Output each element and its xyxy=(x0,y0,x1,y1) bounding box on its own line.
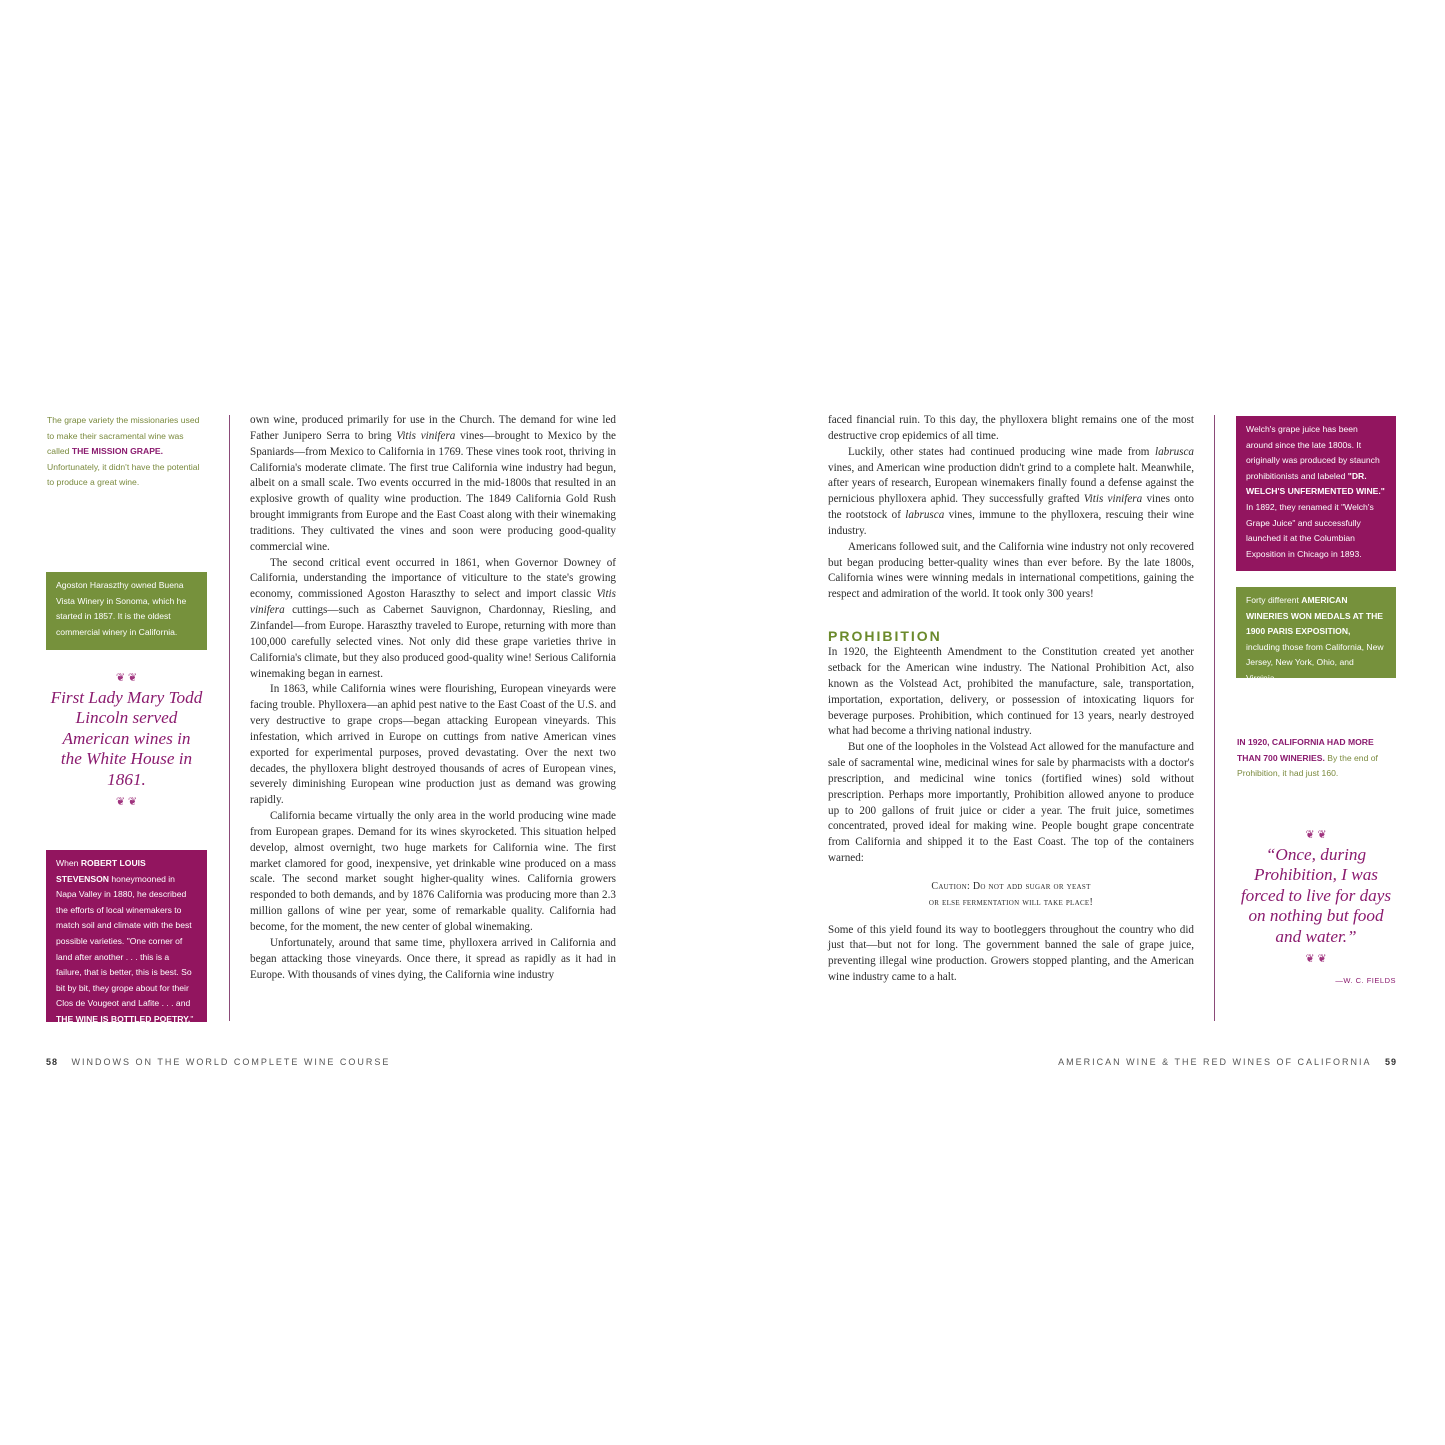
left-paragraph-4: California became virtually the only area in the world producing wine made from European grapes. Demand for its wines skyrocketed. This situation helped develop, almost overnight, two huge markets for California wine. The first market clamored for good, inexpensive, yet drinkable wine produced on a mass scale. The second market sought higher-quality wines. California growers responded to both demands, and by 1876 California was producing more than 2.3 million gallons of wine per year, some of remarkable quality. California had become, for the moment, the new center of global winemaking. xyxy=(250,810,616,933)
left-paragraph-3: In 1863, while California wines were flourishing, European vineyards were facing trouble. Phylloxera—an aphid pest native to the East Coast of the U.S. and very destructive to grape crops—began attacking European vineyards. This infestation, which arrived in Europe on cuttings from native American vines exported for experimental purposes, proved devastating. Over the next two decades, the phylloxera blight destroyed thousands of acres of European vines, severely diminishing European wine production just as demand was growing rapidly. xyxy=(250,683,616,807)
left-column-rule xyxy=(229,415,230,1021)
mission-grape-note: The grape variety the missionaries used to make their sacramental wine was called THE MISSION GRAPE. Unfortunately, it didn't have the potential to produce a great wine. xyxy=(47,415,200,488)
left-footer xyxy=(46,1057,546,1067)
caution-label: Caution: Do not add sugar or yeast or else fermentation will take place! xyxy=(928,880,1094,908)
ornament-quote-top-icon: ❦ ❦ xyxy=(1305,829,1327,841)
right-paragraph-1: faced financial ruin. To this day, the phylloxera blight remains one of the most destructive crop epidemics of all time. xyxy=(828,414,1194,442)
right-footer xyxy=(900,1057,1397,1067)
stevenson-box: When ROBERT LOUIS STEVENSON honeymooned in Napa Valley in 1880, he described the efforts of local winemakers to match soil and climate with the best possible varieties. "One corner of land after another . . . this is a failure, that is better, this is best. So bit by bit, they grope about for their Clos de Vougeot and Lafite . . . and THE WINE IS BOTTLED POETRY." xyxy=(46,850,207,1022)
fields-attribution: —W. C. FIELDS xyxy=(1335,976,1396,985)
left-running-title: WINDOWS ON THE WORLD COMPLETE WINE COURSE xyxy=(71,1057,391,1067)
right-paragraph-4: In 1920, the Eighteenth Amendment to the Constitution created yet another setback for the American wine industry. The National Prohibition Act, also known as the Volstead Act, prohibited the manufacture, sale, transportation, importation, exportation, delivery, or possession of intoxicating liquors for beverage purposes. Prohibition, which continued for 13 years, nearly destroyed what had become a thriving national industry. xyxy=(828,646,1194,738)
left-paragraph-1: own wine, produced primarily for use in the Church. The demand for wine led Father Junipero Serra to bring Vitis vinifera vines—brought to Mexico by the Spaniards—from Mexico to California in 1769. These vines took root, thriving in California's moderate climate. The first true California wine industry had begun, albeit on a small scale. Two events occurred in the mid-1800s that resulted in an explosive growth of quality wine production. The 1849 California Gold Rush brought immigrants from Europe and the East Coast along with their winemaking traditions. They cultivated the vines and soon were producing good-quality commercial wine. xyxy=(250,414,616,553)
right-running-title: AMERICAN WINE & THE RED WINES OF CALIFORNIA xyxy=(1058,1057,1372,1067)
ornament-top-icon: ❦ ❦ xyxy=(115,672,138,684)
left-body-text xyxy=(250,413,616,983)
left-paragraph-5: Unfortunately, around that same time, phylloxera arrived in California and began attacking those vineyards. Once there, it spread as rapidly as it had in Europe. With thousands of vines dying, the California wine industry xyxy=(250,936,616,981)
right-paragraph-3: Americans followed suit, and the California wine industry not only recovered but began producing better-quality wines than ever before. By the late 1800s, California wines were winning medals in international competitions, gaining the respect and admiration of the world. It took only 300 years! xyxy=(828,540,1194,601)
haraszthy-box: Agoston Haraszthy owned Buena Vista Winery in Sonoma, which he started in 1857. It is the oldest commercial winery in California. xyxy=(46,572,207,650)
prohibition-heading: PROHIBITION xyxy=(828,628,942,645)
paris-exposition-box: Forty different AMERICAN WINERIES WON MEDALS AT THE 1900 PARIS EXPOSITION, including those from California, New Jersey, New York, Ohio, and Virginia. xyxy=(1236,587,1396,678)
lincoln-quote: First Lady Mary Todd Lincoln served American wines in the White House in 1861. xyxy=(50,688,203,789)
left-paragraph-2: The second critical event occurred in 1861, when Governor Downey of California, understanding the importance of viticulture to the state's growing economy, commissioned Agoston Haraszthy to select and import classic Vitis vinifera cuttings—such as Cabernet Sauvignon, Chardonnay, Riesling, and Zinfandel—from Europe. Haraszthy traveled to Europe, returning with more than 100,000 carefully selected vines. Not only did these grape varieties thrive in California's climate, but they also produced good-quality wine! Serious California winemaking began in earnest. xyxy=(250,556,616,680)
right-column-rule xyxy=(1214,415,1215,1021)
right-paragraph-2: Luckily, other states had continued producing wine made from labrusca vines, and American wine production didn't grind to a complete halt. Meanwhile, after years of research, European winemakers finally found a defense against the pernicious phylloxera aphid. They successfully grafted Vitis vinifera vines onto the rootstock of labrusca vines, immune to the phylloxera, rescuing their wine industry. xyxy=(828,445,1194,537)
wineries-note: IN 1920, CALIFORNIA HAD MORE THAN 700 WINERIES. By the end of Prohibition, it had just 160. xyxy=(1237,737,1378,779)
fields-quote: “Once, during Prohibition, I was forced to live for days on nothing but food and water.” xyxy=(1240,845,1392,946)
ornament-bottom-icon: ❦ ❦ xyxy=(115,796,138,808)
right-paragraph-5: But one of the loopholes in the Volstead Act allowed for the manufacture and sale of sacramental wine, medicinal wines for sale by pharmacists with a doctor's prescription, and medicinal wine tonics (fortified wines) sold without prescription. Perhaps more importantly, Prohibition allowed anyone to produce up to 200 gallons of fruit juice or cider a year. The fruit juice, sometimes concentrated, proved ideal for making wine. People bought grape concentrate from California and shipped it to the East Coast. The top of the containers warned: xyxy=(828,741,1194,865)
left-page-number: 58 xyxy=(46,1057,59,1067)
welch-box: Welch's grape juice has been around since the late 1800s. It originally was produced by staunch prohibitionists and labeled "DR. WELCH'S UNFERMENTED WINE." In 1892, they renamed it "Welch's Grape Juice" and successfully launched it at the Columbian Exposition in Chicago in 1893. xyxy=(1236,416,1396,571)
ornament-quote-bottom-icon: ❦ ❦ xyxy=(1305,953,1327,965)
right-page-number: 59 xyxy=(1384,1057,1397,1067)
right-paragraph-6: Some of this yield found its way to bootleggers throughout the country who did just that—but not for long. The government banned the sale of grape juice, preventing illegal wine production. Growers stopped planting, and the American wine industry came to a halt. xyxy=(828,923,1194,984)
right-body-text xyxy=(828,413,1194,986)
